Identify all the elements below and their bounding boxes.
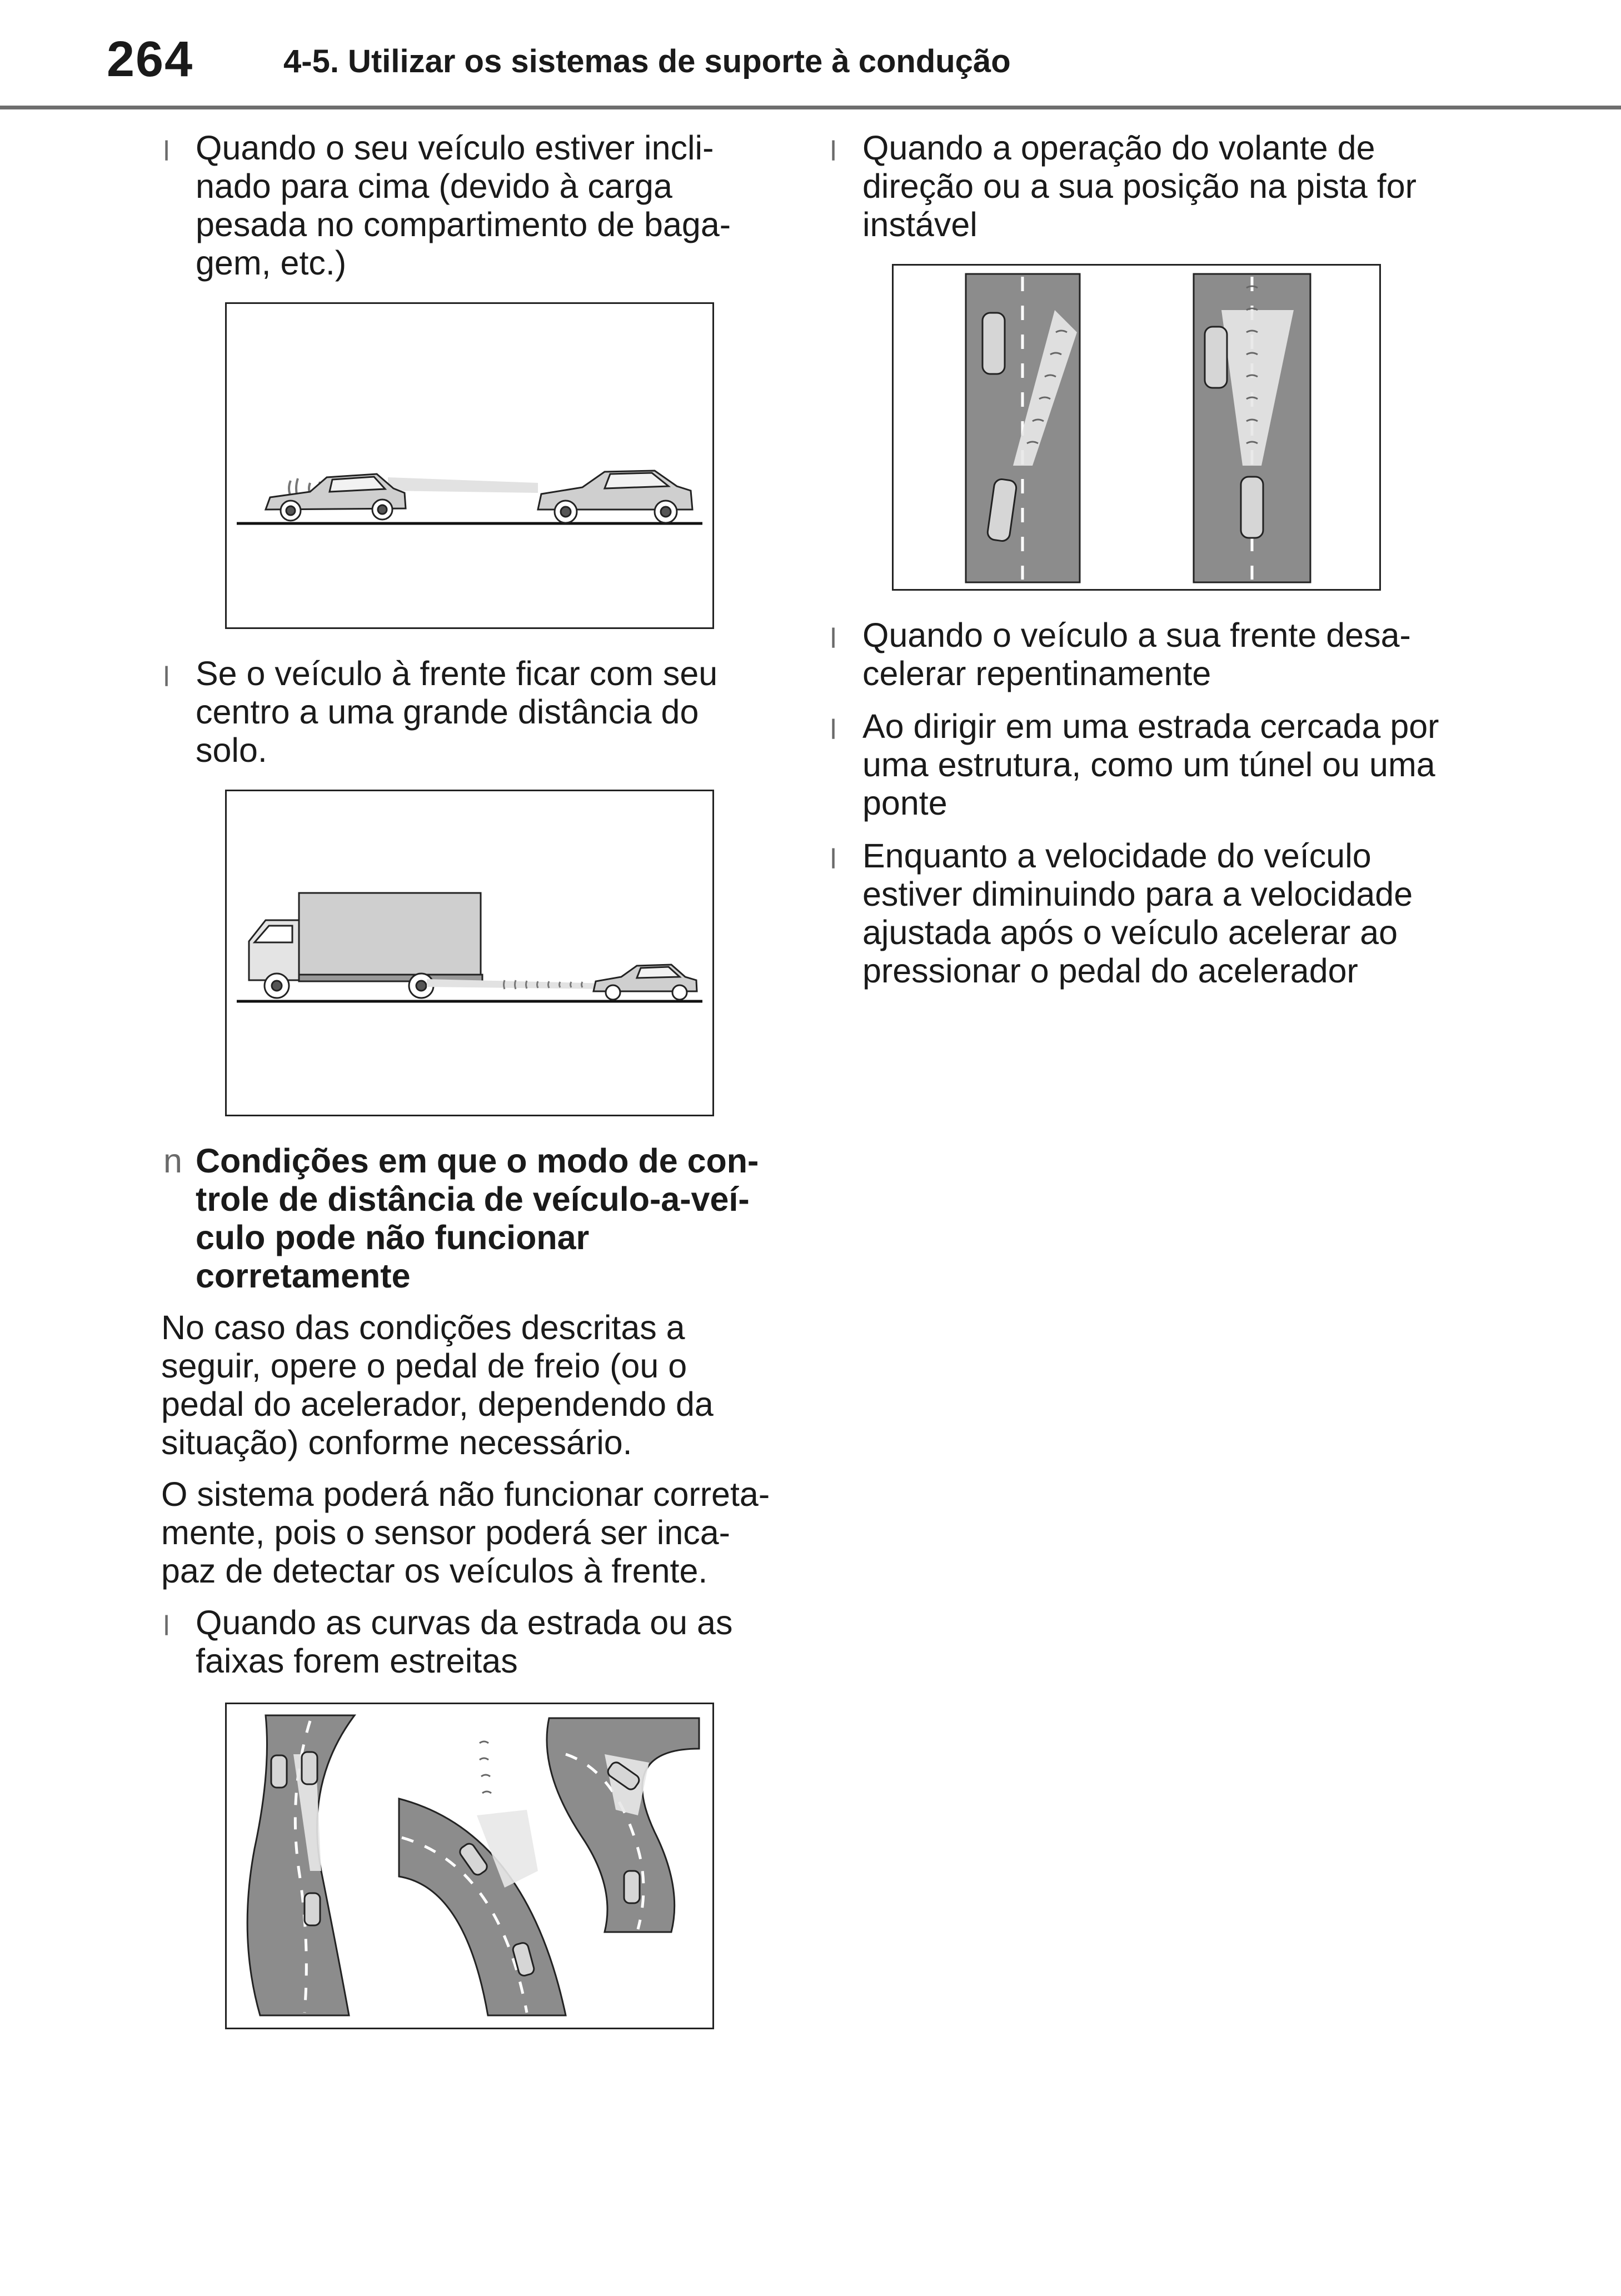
text-line: uma estrutura, como um túnel ou uma [862, 746, 1435, 783]
car-own-icon [593, 965, 697, 1000]
text-line: trole de distância de veículo-a-veí- [196, 1180, 750, 1218]
bullet-marker: l [830, 623, 837, 654]
text-line: corretamente [196, 1257, 411, 1295]
car-icon [624, 1871, 640, 1903]
figure-curved-roads [225, 1703, 714, 2029]
text-line: pressionar o pedal do acelerador [862, 952, 1358, 990]
text-line: estiver diminuindo para a velocidade [862, 875, 1413, 913]
figure-truck-ahead [225, 790, 714, 1116]
car-icon [1205, 327, 1227, 388]
text-line: pesada no compartimento de baga- [196, 206, 731, 243]
text-line: Quando o veículo a sua frente desa- [862, 616, 1411, 654]
bullet-marker: l [830, 843, 837, 875]
bullet-tunnel-bridge [828, 707, 1462, 822]
text-line: paz de detectar os veículos à frente. [161, 1552, 708, 1590]
car-icon [982, 313, 1005, 374]
text-line: instável [862, 206, 977, 243]
text-line: direção ou a sua posição na pista for [862, 167, 1416, 205]
bullet-marker: l [163, 661, 170, 692]
text-line: gem, etc.) [196, 244, 347, 282]
road-left-curve [399, 1799, 566, 2015]
text-line: ajustada após o veículo acelerar ao [862, 914, 1398, 951]
car-rear-icon [266, 474, 406, 521]
bullet-marker: l [163, 136, 170, 167]
figure-unstable-lane [892, 264, 1381, 591]
text-line: mente, pois o sensor poderá ser inca- [161, 1514, 730, 1551]
bullet-narrow-curves [161, 1604, 784, 1680]
text-line: celerar repentinamente [862, 655, 1211, 692]
figure-inclined-car [225, 302, 714, 629]
chapter-title: 4-5. Utilizar os sistemas de suporte à condução [283, 43, 1011, 79]
car-icon [271, 1755, 287, 1788]
text-line: nado para cima (devido à carga [196, 167, 672, 205]
bullet-marker: l [163, 1610, 170, 1641]
bullet-marker: l [830, 136, 837, 167]
text-line: O sistema poderá não funcionar correta- [161, 1475, 770, 1513]
text-line: Quando a operação do volante de [862, 129, 1375, 167]
text-line: situação) conforme necessário. [161, 1424, 632, 1461]
car-icon [305, 1893, 320, 1925]
text-line: culo pode não funcionar [196, 1219, 590, 1256]
paragraph-operate-pedal [161, 1309, 784, 1462]
text-line: Enquanto a velocidade do veículo [862, 837, 1371, 875]
text-line: Quando as curvas da estrada ou as [196, 1604, 733, 1641]
bullet-inclined-vehicle [161, 129, 784, 282]
text-line: Condições em que o modo de con- [196, 1142, 759, 1180]
car-icon [302, 1752, 317, 1784]
subheading-marker: n [163, 1142, 182, 1180]
paragraph-sensor-limit [161, 1475, 784, 1590]
text-line: Se o veículo à frente ficar com seu [196, 655, 718, 692]
left-column [161, 129, 784, 2055]
road-right-curve [547, 1718, 699, 1932]
text-line: No caso das condições descritas a [161, 1309, 685, 1346]
bullet-unstable-steering [828, 129, 1462, 244]
bullet-marker: l [830, 714, 837, 745]
text-line: solo. [196, 731, 267, 769]
text-line: centro a uma grande distância do [196, 693, 699, 731]
page-number: 264 [107, 32, 194, 87]
car-front-icon [538, 471, 692, 523]
text-line: faixas forem estreitas [196, 1642, 518, 1680]
subheading-conditions [161, 1142, 784, 1295]
text-line: ponte [862, 784, 947, 822]
car-icon [1241, 477, 1263, 538]
text-line: Quando o seu veículo estiver incli- [196, 129, 714, 167]
bullet-speed-decreasing [828, 837, 1462, 990]
text-line: seguir, opere o pedal de freio (ou o [161, 1347, 687, 1385]
right-column [828, 129, 1462, 1005]
text-line: pedal do acelerador, dependendo da [161, 1385, 714, 1423]
bullet-sudden-deceleration [828, 616, 1462, 693]
bullet-high-ground-clearance [161, 655, 784, 770]
header-rule [0, 106, 1621, 109]
text-line: Ao dirigir em uma estrada cercada por [862, 707, 1439, 745]
